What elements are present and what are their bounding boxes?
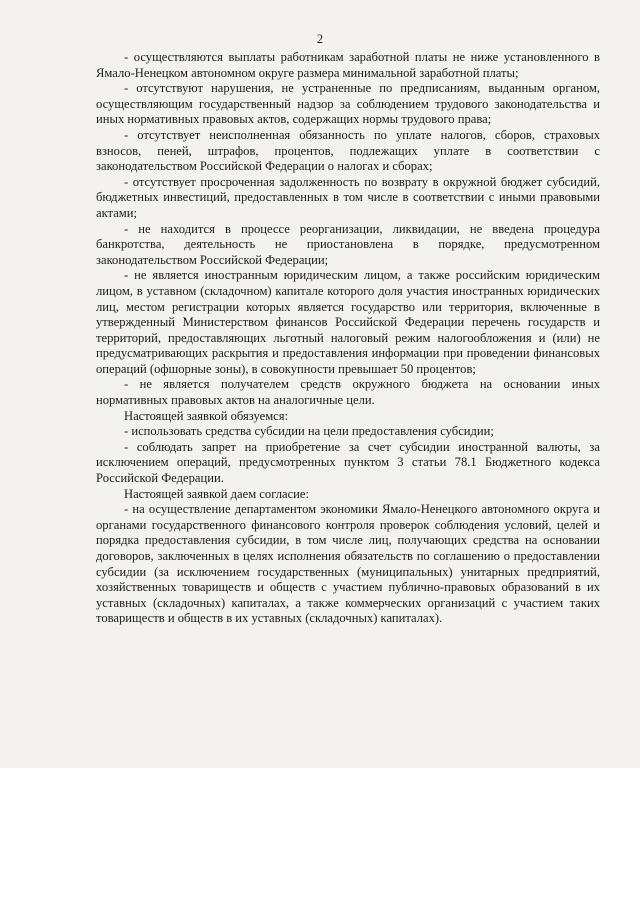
paragraph-audit-consent: - на осуществление департаментом экономики Ямало-Ненецкого автономного округа и органами государственного финансового контроля проверок соблюдения условий, целей и порядка предоставления субсидии, в том числе лиц, получающих средства на основании договоров, заключенных в целях исполнения обязательств по соглашению о предоставлении субсидии (за исключением государственных (муниципальных) унитарных предприятий, хозяйственных товариществ и обществ с участием публично-правовых образований в их уставных (складочных) капиталах, а также коммерческих организаций с участием таких товариществ и обществ в их уставных (складочных) капиталах).: [96, 502, 600, 626]
blank-area: [0, 768, 640, 905]
paragraph-use-funds: - использовать средства субсидии на цели предоставления субсидии;: [124, 424, 494, 439]
paragraph-wages: - осуществляются выплаты работникам заработной платы не ниже установленного в Ямало-Ненецком автономном округе размера минимальной заработной платы;: [96, 50, 600, 80]
paragraph-other-funds: - не является получателем средств окружного бюджета на основании иных нормативных правовых актов на аналогичные цели.: [96, 377, 600, 408]
paragraph-obligations-heading: Настоящей заявкой обязуемся:: [124, 408, 289, 423]
paragraph-currency-ban: - соблюдать запрет на приобретение за счет субсидии иностранной валюты, за исключением операций, предусмотренных пунктом 3 статьи 78.1 Бюджетного кодекса Российской Федерации.: [96, 439, 600, 486]
paragraph-tax-obligations: - отсутствует неисполненная обязанность по уплате налогов, сборов, страховых взносов, пеней, штрафов, процентов, подлежащих уплате в соответствии с законодательством Российской Федерации о налогах и сборах;: [96, 127, 600, 174]
paragraph-consent-heading: Настоящей заявкой даем согласие:: [124, 486, 310, 501]
document-body: [96, 50, 600, 627]
paragraph-foreign-entity: - не является иностранным юридическим лицом, а также российским юридическим лицом, в уставном (складочном) капитале которого доля участия иностранных юридических лиц, местом регистрации которых является государство или территория, включенные в утвержденный Министерством финансов Российской Федерации перечень государств и территорий, предоставляющих льготный налоговый режим налогообложения и (или) не предусматривающих раскрытия и предоставления информации при проведении финансовых операций (офшорные зоны), в совокупности превышает 50 процентов;: [96, 268, 600, 376]
paragraph-overdue-debt: - отсутствует просроченная задолженность по возврату в окружной бюджет субсидий, бюджетных инвестиций, предоставленных в том числе в соответствии с иными правовыми актами;: [96, 174, 600, 220]
paragraph-reorganization: - не находится в процессе реорганизации, ликвидации, не введена процедура банкротства, деятельность не приостановлена в порядке, предусмотренном законодательством Российской Федерации;: [96, 221, 600, 267]
paragraph-labor-violations: - отсутствуют нарушения, не устраненные по предписаниям, выданным органом, осуществляющим государственный надзор за соблюдением трудового законодательства и иных нормативных правовых актов, содержащих нормы трудового права;: [96, 81, 600, 127]
page-number: 2: [316, 32, 324, 46]
